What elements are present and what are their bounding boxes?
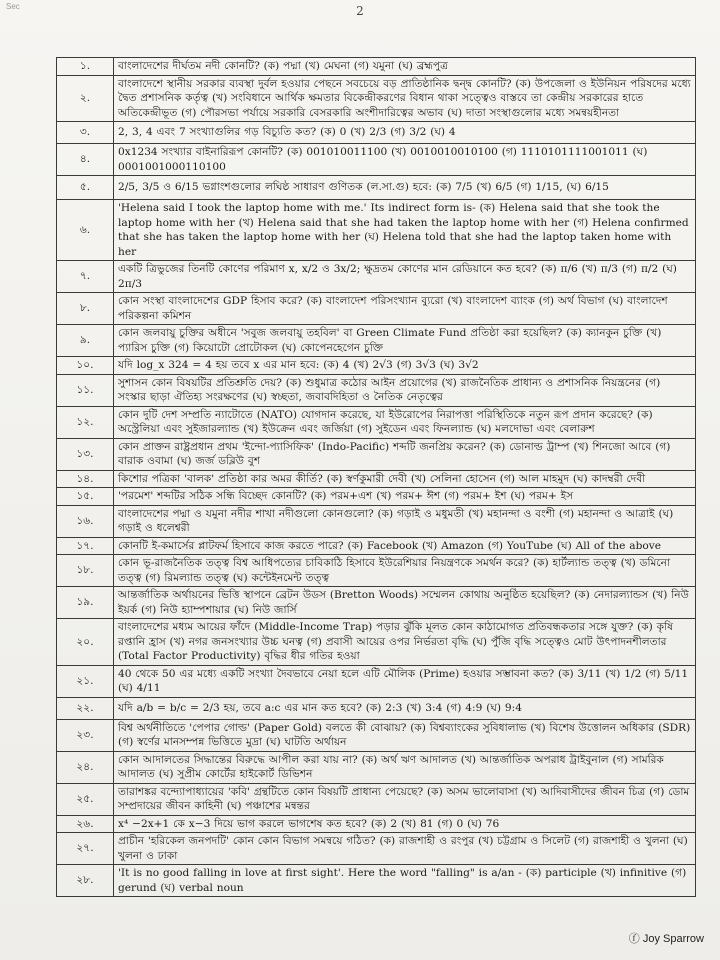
question-number: ২১. xyxy=(57,665,114,697)
question-text: 'It is no good falling in love at first sight'. Here the word "falling" is a/an - (ক) participle (খ) infinitive (গ) gerund (ঘ) verbal noun xyxy=(114,865,696,897)
question-text: প্রাচীন 'হরিকেল জনপদটি' কোন কোন বিভাগ সমন্বয়ে গঠিত? (ক) রাজশাহী ও রংপুর (খ) চট্টগ্রাম ও সিলেট (গ) রাজশাহী ও খুলনা (ঘ) খুলনা ও ঢাকা xyxy=(114,833,696,865)
question-text: কোন প্রাক্তন রাষ্ট্রপ্রধান প্রথম 'ইন্দো-প্যাসিফিক' (Indo-Pacific) শব্দটি জনপ্রিয় করেন? (ক) ডোনাল্ড ট্রাম্প (খ) শিনজো আবে (গ) বারাক ওবামা (ঘ) জর্জ ডব্লিউ বুশ xyxy=(114,438,696,470)
question-number: ১৬. xyxy=(57,505,114,537)
table-row xyxy=(57,719,696,751)
question-number: ১১. xyxy=(57,374,114,406)
question-text: একটি ত্রিভুজের তিনটি কোণের পরিমাণ x, x/2 ও 3x/2; ক্ষুদ্রতম কোণের মান রেডিয়ানে কত হবে? (ক) π/6 (খ) π/3 (গ) π/2 (ঘ) 2π/3 xyxy=(114,261,696,293)
table-row xyxy=(57,488,696,506)
table-row xyxy=(57,751,696,783)
question-text: কোনটি ই-কমার্সের প্লাটফর্ম হিসাবে কাজ করতে পারে? (ক) Facebook (খ) Amazon (গ) YouTube (ঘ) All of the above xyxy=(114,537,696,555)
table-row xyxy=(57,865,696,897)
question-number: ১৭. xyxy=(57,537,114,555)
table-row xyxy=(57,75,696,122)
question-text: কোন দুটি দেশ সম্প্রতি ন্যাটোতে (NATO) যোগদান করেছে, যা ইউরোপের নিরাপত্তা পরিস্থিতিকে নতুন রূপ প্রদান করেছে? (ক) অস্ট্রেলিয়া এবং সুইজারল্যান্ড (খ) ইউক্রেন এবং জর্জিয়া (গ) সুইডেন এবং ফিনল্যান্ড (ঘ) মলদোভা এবং বেলারুশ xyxy=(114,406,696,438)
question-number: ১৫. xyxy=(57,488,114,506)
table-row xyxy=(57,261,696,293)
table-row xyxy=(57,537,696,555)
table-row xyxy=(57,200,696,261)
table-row xyxy=(57,665,696,697)
question-text: কোন সংস্থা বাংলাদেশের GDP হিসাব করে? (ক) বাংলাদেশ পরিসংখ্যান ব্যুরো (খ) বাংলাদেশ ব্যাংক (গ) অর্থ বিভাগ (ঘ) বাংলাদেশ পরিকল্পনা কমিশন xyxy=(114,293,696,325)
question-text: 40 থেকে 50 এর মধ্যে একটি সংখ্যা দৈবভাবে নেয়া হলে এটি মৌলিক (Prime) হওয়ার সম্ভাবনা কত? (ক) 3/11 (খ) 1/2 (গ) 5/11 (ঘ) 4/11 xyxy=(114,665,696,697)
table-row xyxy=(57,58,696,76)
table-row xyxy=(57,505,696,537)
page-number: 2 xyxy=(356,4,364,18)
question-number: ৮. xyxy=(57,293,114,325)
question-text: 0x1234 সংখ্যার বাইনারিরূপ কোনটি? (ক) 001010011100 (খ) 0010010010100 (গ) 1110101111001011 (ঘ) 0001001000110100 xyxy=(114,144,696,176)
question-table xyxy=(56,57,696,897)
question-text: বাংলাদেশে স্থানীয় সরকার ব্যবস্থা দুর্বল হওয়ার পেছনে সবচেয়ে বড় প্রাতিষ্ঠানিক দ্বন্দ্ব কোনটি? (ক) উপজেলা ও ইউনিয়ন পরিষদের মধ্যে দ্বৈত প্রশাসনিক কর্তৃত্ব (খ) সংবিধানে আর্থিক ক্ষমতার বিকেন্দ্রীকরণের বিধান থাকা সত্ত্বেও বাস্তবে তা কেন্দ্রীয় সরকারের হাতে অতিকেন্দ্রীভূত (গ) পৌরসভা পর্যায়ে সরকারি বেসরকারি অংশীদারিত্বের অভাব (ঘ) দাতা সংস্থাগুলোর মধ্যে সমন্বয়হীনতা xyxy=(114,75,696,122)
table-row xyxy=(57,438,696,470)
question-number: ৪. xyxy=(57,144,114,176)
question-number: ২২. xyxy=(57,697,114,719)
question-text: বিশ্ব অর্থনীতিতে 'পেপার গোল্ড' (Paper Gold) বলতে কী বোঝায়? (ক) বিশ্বব্যাংকের সুবিধালাভ (খ) বিশেষ উত্তোলন অধিকার (SDR) (গ) স্বর্ণের মানসম্পন্ন ভিত্তিতে মুদ্রা (ঘ) ঘাটতি অর্থায়ন xyxy=(114,719,696,751)
question-text: কোন আদালতের সিদ্ধান্তের বিরুদ্ধে আপীল করা যায় না? (ক) অর্থ ঋণ আদালত (খ) আন্তর্জাতিক অপরাধ ট্রাইবুনাল (গ) সামরিক আদালত (ঘ) সুপ্রীম কোর্টের হাইকোর্ট ডিভিশন xyxy=(114,751,696,783)
question-number: ৯. xyxy=(57,325,114,357)
question-number: ৩. xyxy=(57,122,114,144)
question-number: ২০. xyxy=(57,619,114,666)
table-row xyxy=(57,144,696,176)
question-number: ২৬. xyxy=(57,815,114,833)
question-number: ২৪. xyxy=(57,751,114,783)
question-number: ১৯. xyxy=(57,587,114,619)
question-text: কিশোর পত্রিকা 'বালক' প্রতিষ্ঠা কার অমর কীর্তি? (ক) স্বর্ণকুমারী দেবী (খ) সেলিনা হোসেন (গ) আল মাহমুদ (ঘ) কাদম্বরী দেবী xyxy=(114,470,696,488)
credit-text: Joy Sparrow xyxy=(642,933,704,945)
question-text: সুশাসন কোন বিষয়টির প্রতিশ্রুতি দেয়? (ক) শুধুমাত্র কঠোর আইন প্রয়োগের (খ) রাজনৈতিক প্রাধান্য ও প্রশাসনিক নিয়ন্ত্রনের (গ) সংস্কার ছাড়া ঐতিহ্য সংরক্ষণের (ঘ) স্বচ্ছতা, জবাবদিহিতা ও নৈতিক নেতৃত্বের xyxy=(114,374,696,406)
corner-mark: Sec xyxy=(6,2,20,11)
question-text: তারাশঙ্কর বন্দ্যোপাধ্যায়ের 'কবি' গ্রন্থটিতে কোন বিষয়টি প্রাধান্য পেয়েছে? (ক) অসম ভালোবাসা (খ) আদিবাসীদের জীবন চিত্র (গ) ডোম সম্প্রদায়ের জীবন কাহিনী (ঘ) পঞ্চাশের মন্বন্তর xyxy=(114,783,696,815)
question-number: ১৪. xyxy=(57,470,114,488)
question-text: 'পরমেশ' শব্দটির সঠিক সন্ধি বিচ্ছেদ কোনটি? (ক) পরম+এশ (খ) পরম+ ঈশ (গ) পরম+ ইশ (ঘ) পরম+ ইস xyxy=(114,488,696,506)
question-number: ৫. xyxy=(57,176,114,200)
table-row xyxy=(57,406,696,438)
question-text: বাংলাদেশের পদ্মা ও যমুনা নদীর শাখা নদীগুলো কোনগুলো? (ক) গড়াই ও মধুমতী (খ) মহানন্দা ও বংশী (গ) মহানন্দা ও আত্রাই (ঘ) গড়াই ও ধলেশ্বরী xyxy=(114,505,696,537)
table-row xyxy=(57,325,696,357)
question-text: যদি log_x 324 = 4 হয় তবে x এর মান হবে: (ক) 4 (খ) 2√3 (গ) 3√3 (ঘ) 3√2 xyxy=(114,357,696,375)
table-row xyxy=(57,783,696,815)
table-row xyxy=(57,619,696,666)
question-text: x⁴ −2x+1 কে x−3 দিয়ে ভাগ করলে ভাগশেষ কত হবে? (ক) 2 (খ) 81 (গ) 0 (ঘ) 76 xyxy=(114,815,696,833)
question-text: কোন ভূ-রাজনৈতিক তত্ত্ব বিশ্ব আধিপত্যের চাবিকাঠি হিসাবে ইউরেশিয়ার নিয়ন্ত্রণকে সমর্থন করে? (ক) হার্টল্যান্ড তত্ত্ব (খ) ডমিনো তত্ত্ব (গ) রিমল্যান্ড তত্ত্ব (ঘ) কন্টেইনমেন্ট তত্ত্ব xyxy=(114,555,696,587)
table-row xyxy=(57,815,696,833)
table-row xyxy=(57,697,696,719)
question-number: ১৩. xyxy=(57,438,114,470)
facebook-icon: ⓕ xyxy=(628,933,640,945)
question-number: ২৩. xyxy=(57,719,114,751)
question-text: আন্তর্জাতিক অর্থায়নের ভিত্তি স্থাপনে ব্রেটন উডস (Bretton Woods) সম্মেলন কোথায় অনুষ্ঠিত হয়েছিল? (ক) নেদারল্যান্ডস (খ) নিউ ইয়র্ক (গ) নিউ হ্যাম্পশায়ার (ঘ) নিউ জার্সি xyxy=(114,587,696,619)
table-row xyxy=(57,833,696,865)
table-row xyxy=(57,122,696,144)
table-row xyxy=(57,374,696,406)
question-text: 'Helena said I took the laptop home with me.' Its indirect form is- (ক) Helena said that she took the laptop home with her (খ) Helena said that she had taken the laptop home with her (গ) Helena confirmed that she has taken the laptop home with her (ঘ) Helena told that she had the laptop taken home with her xyxy=(114,200,696,261)
question-text: 2/5, 3/5 ও 6/15 ভগ্নাংশগুলোর লঘিষ্ঠ সাধারণ গুণিতক (ল.সা.গু) হবে: (ক) 7/5 (খ) 6/5 (গ) 1/15, (ঘ) 6/15 xyxy=(114,176,696,200)
question-text: বাংলাদেশের দীর্ঘতম নদী কোনটি? (ক) পদ্মা (খ) মেঘনা (গ) যমুনা (ঘ) ব্রহ্মপুত্র xyxy=(114,58,696,76)
table-row xyxy=(57,587,696,619)
question-number: ২৭. xyxy=(57,833,114,865)
table-row xyxy=(57,470,696,488)
question-text: যদি a/b = b/c = 2/3 হয়, তবে a:c এর মান কত হবে? (ক) 2:3 (খ) 3:4 (গ) 4:9 (ঘ) 9:4 xyxy=(114,697,696,719)
question-number: ৬. xyxy=(57,200,114,261)
table-row xyxy=(57,555,696,587)
table-row xyxy=(57,176,696,200)
question-number: ২৮. xyxy=(57,865,114,897)
question-number: ১. xyxy=(57,58,114,76)
question-number: ২৫. xyxy=(57,783,114,815)
question-number: ১০. xyxy=(57,357,114,375)
table-row xyxy=(57,357,696,375)
question-text: 2, 3, 4 এবং 7 সংখ্যাগুলির গড় বিচ্যুতি কত? (ক) 0 (খ) 2/3 (গ) 3/2 (ঘ) 4 xyxy=(114,122,696,144)
table-row xyxy=(57,293,696,325)
credit-watermark xyxy=(629,930,704,946)
question-text: বাংলাদেশের মধ্যম আয়ের ফাঁদে (Middle-Income Trap) পড়ার ঝুঁকি মূলত কোন কাঠামোগত প্রতিবন্ধকতার সঙ্গে যুক্ত? (ক) কৃষি রপ্তানি হ্রাস (খ) নগর জনসংখ্যার উচ্চ ঘনত্ব (গ) প্রবাসী আয়ের ওপর নির্ভরতা বৃদ্ধি (ঘ) পুঁজি বৃদ্ধি সত্ত্বেও মোট উৎপাদনশীলতার (Total Factor Productivity) বৃদ্ধির ধীর গতির হওয়া xyxy=(114,619,696,666)
question-number: ৭. xyxy=(57,261,114,293)
question-number: ১২. xyxy=(57,406,114,438)
question-number: ২. xyxy=(57,75,114,122)
question-text: কোন জলবায়ু চুক্তির অধীনে 'সবুজ জলবায়ু তহবিল' বা Green Climate Fund প্রতিষ্ঠা করা হয়েছিল? (ক) ক্যানকুন চুক্তি (খ) প্যারিস চুক্তি (গ) কিয়োটো প্রোটোকল (ঘ) কোপেনহেগেন চুক্তি xyxy=(114,325,696,357)
question-number: ১৮. xyxy=(57,555,114,587)
